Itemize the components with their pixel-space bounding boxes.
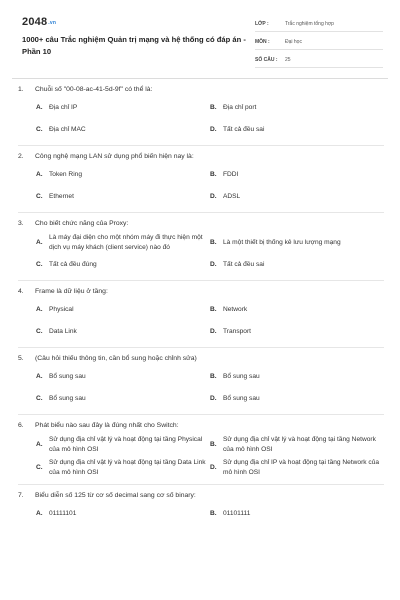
question-number: 7. bbox=[18, 491, 24, 499]
answer-option[interactable] bbox=[36, 121, 210, 139]
answer-option[interactable] bbox=[36, 233, 210, 252]
answer-option[interactable] bbox=[210, 166, 384, 184]
answer-option[interactable] bbox=[36, 99, 210, 117]
option-text: Tất cả đều sai bbox=[223, 261, 265, 269]
option-text: Bổ sung sau bbox=[49, 373, 86, 381]
question-item bbox=[6, 146, 394, 213]
option-letter: A. bbox=[36, 509, 43, 517]
option-letter: C. bbox=[36, 261, 43, 269]
meta-subject: MÔN : Đại học bbox=[255, 35, 383, 50]
question-item bbox=[6, 213, 394, 281]
answer-options bbox=[36, 435, 384, 477]
option-text: Sử dụng địa chỉ vật lý và hoạt động tại tầng Data Link của mô hình OSI bbox=[49, 459, 206, 476]
answer-option[interactable] bbox=[210, 323, 384, 341]
option-text: Sử dụng địa chỉ vật lý và hoạt động tại tầng Physical của mô hình OSI bbox=[49, 436, 203, 453]
option-text: Tất cả đều sai bbox=[223, 126, 265, 134]
answer-options bbox=[36, 166, 384, 206]
answer-option[interactable] bbox=[36, 390, 210, 408]
answer-option[interactable] bbox=[210, 301, 384, 319]
answer-option[interactable] bbox=[36, 368, 210, 386]
option-letter: D. bbox=[210, 464, 217, 472]
answer-option[interactable] bbox=[36, 505, 210, 523]
option-letter: D. bbox=[210, 126, 217, 134]
option-letter: A. bbox=[36, 171, 43, 179]
page-title: 1000+ câu Trắc nghiệm Quản trị mạng và hệ thống có đáp án - Phần 10 bbox=[22, 35, 246, 56]
answer-option[interactable] bbox=[210, 256, 384, 274]
option-letter: C. bbox=[36, 464, 43, 472]
answer-options bbox=[36, 368, 384, 408]
answer-options bbox=[36, 505, 384, 523]
option-letter: D. bbox=[210, 395, 217, 403]
option-text: FDDI bbox=[223, 171, 239, 179]
option-letter: A. bbox=[36, 306, 43, 314]
option-letter: C. bbox=[36, 395, 43, 403]
question-item bbox=[6, 415, 394, 484]
question-text bbox=[18, 146, 384, 162]
option-text: 01101111 bbox=[223, 509, 251, 517]
question-number: 5. bbox=[18, 355, 24, 363]
question-prompt: Cho biết chức năng của Proxy: bbox=[35, 220, 129, 227]
answer-option[interactable] bbox=[36, 323, 210, 341]
option-letter: B. bbox=[210, 104, 217, 112]
option-text: ADSL bbox=[223, 193, 241, 201]
option-letter: A. bbox=[36, 373, 43, 381]
option-letter: C. bbox=[36, 193, 43, 201]
question-number: 3. bbox=[18, 220, 24, 227]
answer-options bbox=[36, 233, 384, 274]
option-text: Physical bbox=[49, 306, 74, 314]
meta-question-count: SỐ CÂU : 25 bbox=[255, 53, 383, 68]
question-text bbox=[18, 79, 384, 95]
question-prompt: (Câu hỏi thiếu thông tin, cần bổ sung hoặc chỉnh sửa) bbox=[35, 355, 197, 363]
question-number: 4. bbox=[18, 288, 24, 296]
option-letter: B. bbox=[210, 373, 217, 381]
option-letter: B. bbox=[210, 171, 217, 179]
page-header bbox=[6, 4, 394, 78]
site-logo[interactable]: 2048.vn bbox=[22, 16, 57, 28]
answer-option[interactable] bbox=[36, 256, 210, 274]
answer-option[interactable] bbox=[210, 233, 384, 252]
question-item bbox=[6, 79, 394, 146]
option-text: Địa chỉ IP bbox=[49, 104, 78, 112]
question-prompt: Công nghệ mạng LAN sử dụng phổ biến hiện nay là: bbox=[35, 153, 194, 160]
question-number: 1. bbox=[18, 86, 24, 93]
answer-options bbox=[36, 301, 384, 341]
answer-option[interactable] bbox=[36, 166, 210, 184]
option-letter: A. bbox=[36, 440, 43, 448]
option-text: Bổ sung sau bbox=[223, 373, 260, 381]
option-text: Bổ sung sau bbox=[223, 395, 260, 403]
meta-class: LỚP : Trắc nghiệm tổng hợp bbox=[255, 17, 383, 32]
question-item bbox=[6, 348, 394, 415]
option-text: Là máy đại diện cho một nhóm máy đi thực hiện một dịch vụ máy khách (client service) nào đó bbox=[49, 234, 203, 251]
option-text: Sử dụng địa chỉ vật lý và hoạt động tại tầng Network của mô hình OSI bbox=[223, 436, 376, 453]
option-text: Network bbox=[223, 306, 248, 314]
answer-option[interactable] bbox=[210, 390, 384, 408]
answer-option[interactable] bbox=[210, 188, 384, 206]
option-letter: D. bbox=[210, 328, 217, 336]
option-letter: D. bbox=[210, 261, 217, 269]
question-text bbox=[18, 281, 384, 297]
question-text bbox=[18, 485, 384, 501]
answer-option[interactable] bbox=[210, 368, 384, 386]
option-letter: B. bbox=[210, 440, 217, 448]
option-text: Tất cả đều đúng bbox=[49, 261, 97, 269]
option-text: Token Ring bbox=[49, 171, 82, 179]
question-prompt: Chuỗi số "00-08-ac-41-5d-9f" có thể là: bbox=[35, 86, 153, 93]
question-item bbox=[6, 485, 394, 523]
question-text bbox=[18, 348, 384, 364]
question-prompt: Phát biểu nào sau đây là đúng nhất cho Switch: bbox=[35, 422, 179, 430]
option-text: 01111101 bbox=[49, 509, 77, 517]
option-text: Bổ sung sau bbox=[49, 395, 86, 403]
quiz-meta bbox=[255, 17, 383, 71]
answer-option[interactable] bbox=[210, 99, 384, 117]
option-letter: C. bbox=[36, 126, 43, 134]
answer-option[interactable] bbox=[210, 435, 384, 454]
option-text: Là một thiết bị thống kê lưu lượng mạng bbox=[223, 238, 341, 246]
question-text bbox=[18, 213, 384, 229]
option-letter: B. bbox=[210, 238, 217, 246]
answer-option[interactable] bbox=[36, 458, 210, 477]
question-text bbox=[18, 415, 384, 431]
answer-options bbox=[36, 99, 384, 139]
question-list bbox=[6, 79, 394, 523]
answer-option[interactable] bbox=[210, 458, 384, 477]
question-number: 2. bbox=[18, 153, 24, 160]
question-prompt: Biểu diễn số 125 từ cơ số decimal sang cơ số binary: bbox=[35, 491, 196, 499]
answer-option[interactable] bbox=[210, 505, 384, 523]
answer-option[interactable] bbox=[36, 188, 210, 206]
option-text: Sử dụng địa chỉ IP và hoạt động tại tầng Network của mô hình OSI bbox=[223, 459, 380, 476]
question-item bbox=[6, 281, 394, 348]
answer-option[interactable] bbox=[36, 435, 210, 454]
option-text: Địa chỉ MAC bbox=[49, 126, 86, 134]
option-letter: A. bbox=[36, 104, 43, 112]
question-number: 6. bbox=[18, 422, 24, 430]
option-text: Transport bbox=[223, 328, 251, 336]
option-letter: C. bbox=[36, 328, 43, 336]
option-text: Data Link bbox=[49, 328, 77, 336]
quiz-page bbox=[6, 4, 394, 596]
option-text: Ethernet bbox=[49, 193, 74, 201]
question-prompt: Frame là dữ liệu ở tầng: bbox=[35, 288, 108, 296]
option-letter: B. bbox=[210, 306, 217, 314]
option-letter: B. bbox=[210, 509, 217, 517]
option-letter: D. bbox=[210, 193, 217, 201]
option-text: Địa chỉ port bbox=[223, 104, 257, 112]
option-letter: A. bbox=[36, 238, 43, 246]
answer-option[interactable] bbox=[36, 301, 210, 319]
answer-option[interactable] bbox=[210, 121, 384, 139]
